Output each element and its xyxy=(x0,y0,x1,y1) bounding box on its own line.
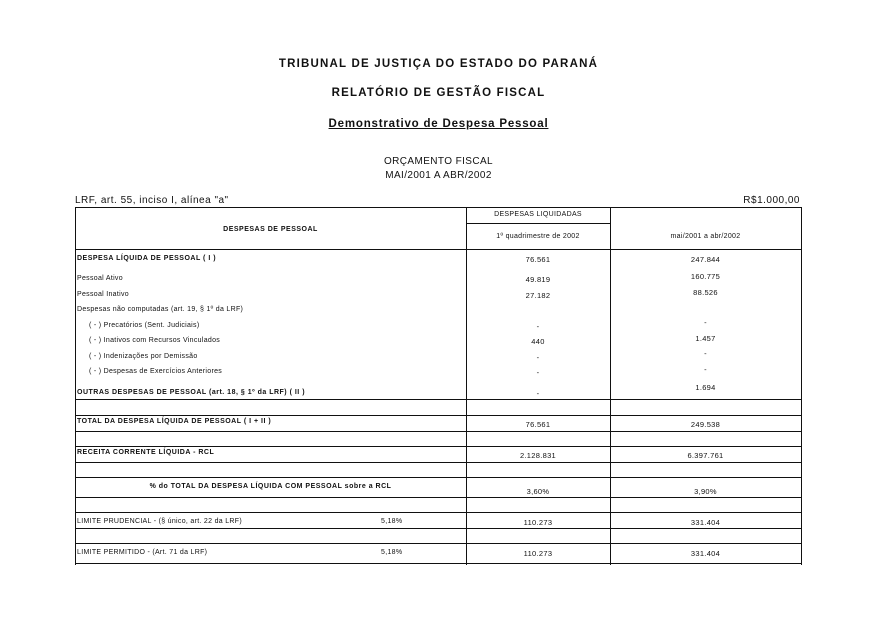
column-header-despesas: DESPESAS DE PESSOAL xyxy=(223,226,318,233)
total-value-q: 76.561 xyxy=(525,420,551,429)
column-header-periodo: mai/2001 a abr/2002 xyxy=(670,233,741,240)
row-value-q: - xyxy=(536,353,540,362)
limite-prudencial-rate: 5,18% xyxy=(381,518,403,525)
row-value-q: 76.561 xyxy=(525,255,551,264)
row-label-inativos-vinculados: ( - ) Inativos com Recursos Vinculados xyxy=(89,337,221,344)
total-value-period: 249.538 xyxy=(690,420,721,429)
limite-permitido-rate: 5,18% xyxy=(381,549,403,556)
row-value-period: - xyxy=(704,349,707,358)
column-header-quadrimestre: 1º quadrimestre de 2002 xyxy=(496,233,580,240)
row-value-period: 88.526 xyxy=(693,288,718,297)
percent-label: % do TOTAL DA DESPESA LÍQUIDA COM PESSOAL sobre a RCL xyxy=(149,483,392,490)
group-header-liquidadas: DESPESAS LIQUIDADAS xyxy=(494,211,582,218)
lrf-reference: LRF, art. 55, inciso I, alínea "a" xyxy=(75,195,229,206)
percent-value-period: 3,90% xyxy=(694,487,717,496)
row-value-q: - xyxy=(536,368,540,377)
budget-label: ORÇAMENTO FISCAL xyxy=(383,156,493,167)
row-value-q: 49.819 xyxy=(525,275,551,284)
statement-title: Demonstrativo de Despesa Pessoal xyxy=(328,118,549,130)
row-label-exercicios-anteriores: ( - ) Despesas de Exercícios Anteriores xyxy=(89,368,223,375)
limite-permitido-value-q: 110.273 xyxy=(523,549,553,558)
row-label-outras-despesas: OUTRAS DESPESAS DE PESSOAL (art. 18, § 1º da LRF) ( II ) xyxy=(77,389,306,396)
row-value-period: 160.775 xyxy=(690,272,721,281)
row-value-period: 247.844 xyxy=(690,255,721,264)
row-label-despesa-liquida: DESPESA LÍQUIDA DE PESSOAL ( I ) xyxy=(77,255,217,262)
row-value-period: 1.694 xyxy=(695,383,716,392)
limite-permitido-label: LIMITE PERMITIDO - (Art. 71 da LRF) xyxy=(77,549,208,556)
row-value-period: - xyxy=(704,365,707,374)
percent-value-q: 3,60% xyxy=(526,487,550,496)
row-value-q: 27.182 xyxy=(525,291,551,300)
limite-prudencial-value-period: 331.404 xyxy=(690,518,721,527)
row-value-q: 440 xyxy=(531,337,545,346)
row-label-nao-computadas: Despesas não computadas (art. 19, § 1º da LRF) xyxy=(77,306,244,313)
row-value-period: - xyxy=(704,318,707,327)
row-value-q: - xyxy=(536,389,540,398)
limite-prudencial-label: LIMITE PRUDENCIAL - (§ único, art. 22 da LRF) xyxy=(77,518,242,525)
rcl-label: RECEITA CORRENTE LÍQUIDA - RCL xyxy=(77,449,215,456)
row-value-q: - xyxy=(536,322,540,331)
period-label: MAI/2001 A ABR/2002 xyxy=(385,170,492,181)
row-label-pessoal-inativo: Pessoal Inativo xyxy=(77,291,129,298)
report-subtitle: RELATÓRIO DE GESTÃO FISCAL xyxy=(331,87,546,99)
limite-prudencial-value-q: 110.273 xyxy=(523,518,553,527)
report-title: TRIBUNAL DE JUSTIÇA DO ESTADO DO PARANÁ xyxy=(278,58,599,70)
row-label-indenizacoes: ( - ) Indenizações por Demissão xyxy=(89,353,198,360)
rcl-value-period: 6.397.761 xyxy=(687,451,724,460)
row-value-period: 1.457 xyxy=(695,334,716,343)
currency-unit: R$1.000,00 xyxy=(743,195,800,206)
limite-permitido-value-period: 331.404 xyxy=(690,549,721,558)
row-label-precatorios: ( - ) Precatórios (Sent. Judiciais) xyxy=(89,322,200,329)
row-label-pessoal-ativo: Pessoal Ativo xyxy=(77,275,123,282)
rcl-value-q: 2.128.831 xyxy=(519,451,557,460)
total-label: TOTAL DA DESPESA LÍQUIDA DE PESSOAL ( I + II ) xyxy=(77,418,272,425)
